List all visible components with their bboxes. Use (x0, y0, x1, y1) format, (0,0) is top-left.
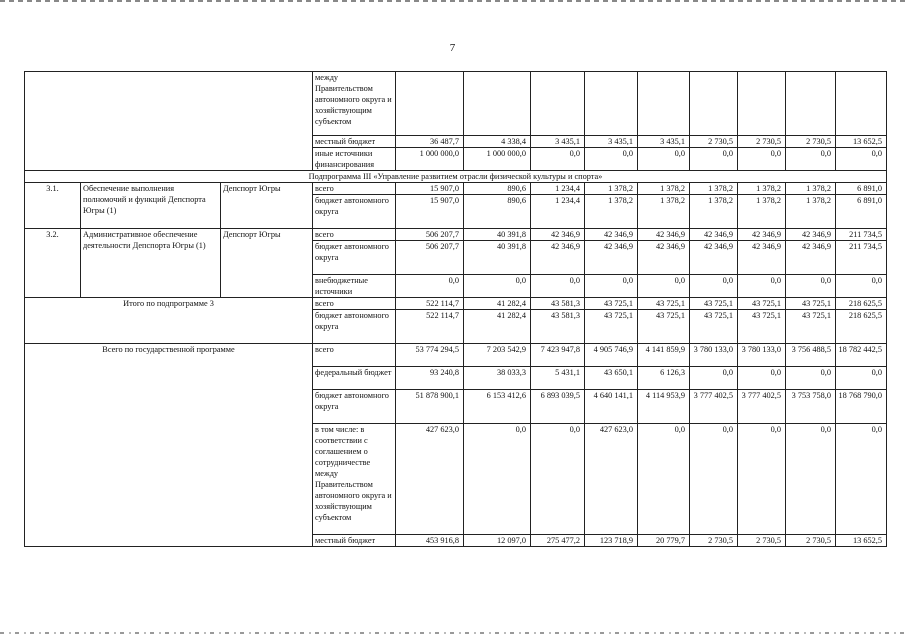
empty-cell (585, 72, 638, 136)
amount-cell: 6 891,0 (836, 183, 887, 195)
amount-cell: 4 905 746,9 (585, 344, 638, 367)
amount-cell: 42 346,9 (531, 241, 585, 275)
funding-source: внебюджетные источники (313, 275, 396, 298)
amount-cell: 4 338,4 (464, 136, 531, 148)
activity-name: Обеспечение выполнения полномочий и функций Депспорта Югры (1) (81, 183, 221, 229)
table-row (25, 171, 887, 183)
subtotal-label: Итого по подпрограмме 3 (25, 298, 313, 344)
scan-top-border (0, 0, 905, 2)
amount-cell: 42 346,9 (690, 229, 738, 241)
amount-cell: 211 734,5 (836, 241, 887, 275)
amount-cell: 1 000 000,0 (396, 148, 464, 171)
empty-cell (531, 72, 585, 136)
page-number: 7 (449, 42, 456, 54)
amount-cell: 6 126,3 (638, 367, 690, 390)
amount-cell: 0,0 (786, 275, 836, 298)
amount-cell: 2 730,5 (786, 136, 836, 148)
amount-cell: 0,0 (638, 424, 690, 535)
empty-cell (638, 72, 690, 136)
amount-cell: 43 725,1 (638, 298, 690, 310)
amount-cell: 0,0 (786, 148, 836, 171)
amount-cell: 0,0 (836, 275, 887, 298)
amount-cell: 3 435,1 (531, 136, 585, 148)
funding-source: бюджет автономного округа (313, 195, 396, 229)
funding-source: всего (313, 298, 396, 310)
amount-cell: 18 782 442,5 (836, 344, 887, 367)
amount-cell: 6 891,0 (836, 195, 887, 229)
executor: Депспорт Югры (221, 229, 313, 298)
amount-cell: 0,0 (585, 275, 638, 298)
table-row (25, 229, 887, 241)
funding-source: местный бюджет (313, 535, 396, 547)
amount-cell: 6 893 039,5 (531, 390, 585, 424)
amount-cell: 0,0 (638, 148, 690, 171)
amount-cell: 0,0 (464, 424, 531, 535)
executor: Депспорт Югры (221, 183, 313, 229)
amount-cell: 43 725,1 (786, 298, 836, 310)
funding-source: между Правительством автономного округа и хозяйствующим субъектом (313, 72, 396, 136)
amount-cell: 2 730,5 (786, 535, 836, 547)
subprogram-title: Подпрограмма III «Управление развитием отрасли физической культуры и спорта» (25, 171, 887, 183)
financing-table (24, 71, 887, 547)
amount-cell: 36 487,7 (396, 136, 464, 148)
amount-cell: 3 780 133,0 (690, 344, 738, 367)
amount-cell: 38 033,3 (464, 367, 531, 390)
amount-cell: 1 234,4 (531, 183, 585, 195)
amount-cell: 3 777 402,5 (690, 390, 738, 424)
funding-source: всего (313, 183, 396, 195)
amount-cell: 42 346,9 (738, 241, 786, 275)
amount-cell: 0,0 (786, 367, 836, 390)
table-row (25, 298, 887, 310)
amount-cell: 0,0 (464, 275, 531, 298)
activity-name: Административное обеспечение деятельности Депспорта Югры (1) (81, 229, 221, 298)
amount-cell: 218 625,5 (836, 310, 887, 344)
amount-cell: 93 240,8 (396, 367, 464, 390)
amount-cell: 18 768 790,0 (836, 390, 887, 424)
amount-cell: 2 730,5 (738, 535, 786, 547)
amount-cell: 1 234,4 (531, 195, 585, 229)
amount-cell: 3 753 758,0 (786, 390, 836, 424)
amount-cell: 0,0 (638, 275, 690, 298)
table-row (25, 183, 887, 195)
funding-source: в том числе: в соответствии с соглашением о сотрудничестве между Правительством автономного округа и хозяйствующим субъектом (313, 424, 396, 535)
scan-bottom-border (0, 632, 905, 634)
amount-cell: 0,0 (738, 275, 786, 298)
funding-source: бюджет автономного округа (313, 241, 396, 275)
amount-cell: 123 718,9 (585, 535, 638, 547)
empty-cell (464, 72, 531, 136)
funding-source: федеральный бюджет (313, 367, 396, 390)
amount-cell: 7 203 542,9 (464, 344, 531, 367)
amount-cell: 0,0 (738, 367, 786, 390)
amount-cell: 1 378,2 (638, 183, 690, 195)
amount-cell: 0,0 (738, 148, 786, 171)
amount-cell: 5 431,1 (531, 367, 585, 390)
amount-cell: 43 725,1 (585, 310, 638, 344)
amount-cell: 43 725,1 (690, 310, 738, 344)
amount-cell: 43 581,3 (531, 310, 585, 344)
amount-cell: 13 652,5 (836, 535, 887, 547)
amount-cell: 0,0 (690, 275, 738, 298)
amount-cell: 1 378,2 (786, 195, 836, 229)
amount-cell: 2 730,5 (690, 535, 738, 547)
amount-cell: 0,0 (738, 424, 786, 535)
funding-source: всего (313, 344, 396, 367)
amount-cell: 43 725,1 (786, 310, 836, 344)
empty-cell (786, 72, 836, 136)
amount-cell: 890,6 (464, 195, 531, 229)
amount-cell: 211 734,5 (836, 229, 887, 241)
amount-cell: 12 097,0 (464, 535, 531, 547)
amount-cell: 0,0 (836, 367, 887, 390)
amount-cell: 275 477,2 (531, 535, 585, 547)
amount-cell: 522 114,7 (396, 298, 464, 310)
amount-cell: 3 777 402,5 (738, 390, 786, 424)
amount-cell: 43 725,1 (738, 298, 786, 310)
amount-cell: 43 581,3 (531, 298, 585, 310)
table-row (25, 344, 887, 367)
amount-cell: 218 625,5 (836, 298, 887, 310)
amount-cell: 427 623,0 (396, 424, 464, 535)
amount-cell: 453 916,8 (396, 535, 464, 547)
empty-cell (738, 72, 786, 136)
empty-cell (836, 72, 887, 136)
amount-cell: 3 435,1 (585, 136, 638, 148)
amount-cell: 0,0 (836, 148, 887, 171)
amount-cell: 1 378,2 (585, 183, 638, 195)
amount-cell: 427 623,0 (585, 424, 638, 535)
grand-total-label: Всего по государственной программе (25, 344, 313, 547)
amount-cell: 1 378,2 (738, 195, 786, 229)
amount-cell: 1 378,2 (786, 183, 836, 195)
amount-cell: 43 725,1 (690, 298, 738, 310)
amount-cell: 43 725,1 (638, 310, 690, 344)
amount-cell: 43 725,1 (585, 298, 638, 310)
amount-cell: 1 378,2 (585, 195, 638, 229)
amount-cell: 3 756 488,5 (786, 344, 836, 367)
amount-cell: 51 878 900,1 (396, 390, 464, 424)
amount-cell: 522 114,7 (396, 310, 464, 344)
amount-cell: 53 774 294,5 (396, 344, 464, 367)
amount-cell: 4 640 141,1 (585, 390, 638, 424)
amount-cell: 40 391,8 (464, 229, 531, 241)
amount-cell: 6 153 412,6 (464, 390, 531, 424)
row-number: 3.2. (25, 229, 81, 298)
amount-cell: 13 652,5 (836, 136, 887, 148)
funding-source: иные источники финансирования (313, 148, 396, 171)
amount-cell: 43 650,1 (585, 367, 638, 390)
funding-source: местный бюджет (313, 136, 396, 148)
amount-cell: 4 141 859,9 (638, 344, 690, 367)
funding-source: бюджет автономного округа (313, 390, 396, 424)
amount-cell: 42 346,9 (585, 229, 638, 241)
amount-cell: 41 282,4 (464, 310, 531, 344)
empty-cell (690, 72, 738, 136)
amount-cell: 1 378,2 (638, 195, 690, 229)
amount-cell: 3 435,1 (638, 136, 690, 148)
amount-cell: 42 346,9 (638, 229, 690, 241)
amount-cell: 0,0 (396, 275, 464, 298)
amount-cell: 0,0 (690, 148, 738, 171)
amount-cell: 42 346,9 (585, 241, 638, 275)
amount-cell: 42 346,9 (738, 229, 786, 241)
amount-cell: 1 378,2 (690, 195, 738, 229)
amount-cell: 41 282,4 (464, 298, 531, 310)
amount-cell: 890,6 (464, 183, 531, 195)
amount-cell: 20 779,7 (638, 535, 690, 547)
amount-cell: 3 780 133,0 (738, 344, 786, 367)
amount-cell: 0,0 (531, 424, 585, 535)
amount-cell: 1 378,2 (690, 183, 738, 195)
amount-cell: 0,0 (786, 424, 836, 535)
amount-cell: 42 346,9 (531, 229, 585, 241)
amount-cell: 0,0 (585, 148, 638, 171)
amount-cell: 42 346,9 (786, 241, 836, 275)
amount-cell: 0,0 (690, 367, 738, 390)
amount-cell: 4 114 953,9 (638, 390, 690, 424)
amount-cell: 0,0 (531, 148, 585, 171)
funding-source: всего (313, 229, 396, 241)
amount-cell: 15 907,0 (396, 195, 464, 229)
amount-cell: 42 346,9 (638, 241, 690, 275)
empty-cell (396, 72, 464, 136)
amount-cell: 506 207,7 (396, 241, 464, 275)
amount-cell: 7 423 947,8 (531, 344, 585, 367)
amount-cell: 0,0 (690, 424, 738, 535)
amount-cell: 506 207,7 (396, 229, 464, 241)
amount-cell: 0,0 (531, 275, 585, 298)
continued-row-blank (25, 72, 313, 171)
row-number: 3.1. (25, 183, 81, 229)
table-row (25, 72, 887, 136)
amount-cell: 42 346,9 (690, 241, 738, 275)
amount-cell: 43 725,1 (738, 310, 786, 344)
amount-cell: 40 391,8 (464, 241, 531, 275)
funding-source: бюджет автономного округа (313, 310, 396, 344)
amount-cell: 1 000 000,0 (464, 148, 531, 171)
amount-cell: 42 346,9 (786, 229, 836, 241)
amount-cell: 1 378,2 (738, 183, 786, 195)
amount-cell: 2 730,5 (690, 136, 738, 148)
amount-cell: 15 907,0 (396, 183, 464, 195)
amount-cell: 0,0 (836, 424, 887, 535)
amount-cell: 2 730,5 (738, 136, 786, 148)
